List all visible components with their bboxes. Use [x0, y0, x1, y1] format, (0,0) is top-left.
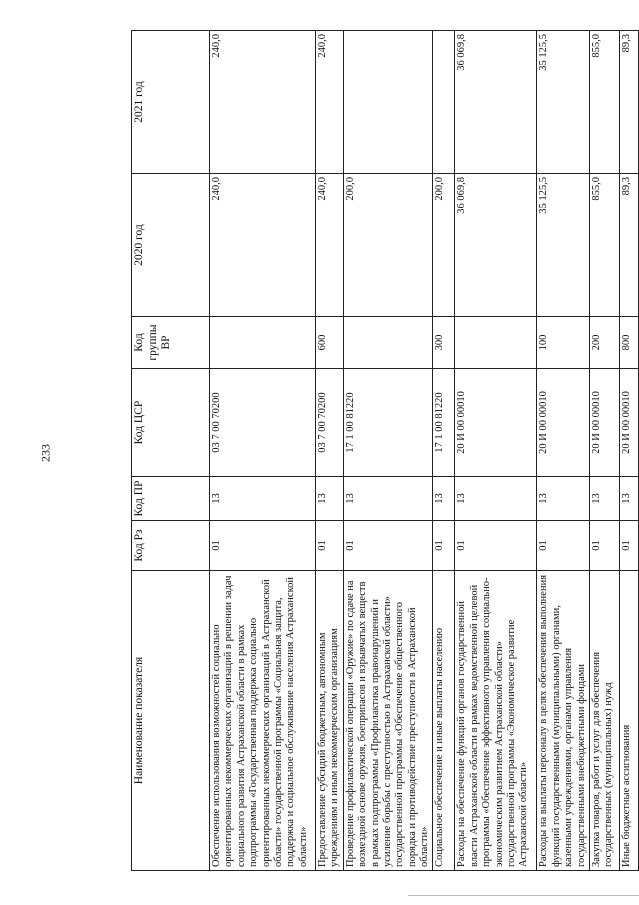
row-rz: 01: [210, 521, 316, 571]
row-pr: 13: [210, 477, 316, 521]
row-rz: 01: [455, 521, 537, 571]
row-name: Закупка товаров, работ и услуг для обеспечения государственных (муниципальных) нужд: [589, 571, 619, 871]
row-vr: 800: [619, 317, 638, 369]
row-rz: 01: [343, 521, 433, 571]
row-2021: [433, 31, 455, 174]
row-csr: 03 7 00 70200: [316, 369, 344, 477]
row-vr: 100: [537, 317, 590, 369]
budget-table: [131, 30, 639, 871]
row-name: Расходы на обеспечение функций органов государственной власти Астраханской области в рамках ведомственной целевой программы «Обеспечение эффективного управления социально-экономическим развитием Астраханской области» государственной программы «Экономическое развитие Астраханской области»: [455, 571, 537, 871]
row-2021: 240,0: [316, 31, 344, 174]
row-name: Обеспечение использования возможностей социально ориентированных некоммерческих организаций в решении задач социального развития Астраханской области в рамках подпрограммы «Государственная поддержка социально ориентированных некоммерческих организаций в Астраханской области» государственной программы «Социальная защита, поддержка и социальное обслуживание населения Астраханской области»: [210, 571, 316, 871]
header-rz: Код Рз: [132, 521, 210, 571]
row-pr: 13: [589, 477, 619, 521]
row-csr: 20 И 00 00010: [619, 369, 638, 477]
table-row: [316, 31, 344, 871]
row-vr: [343, 317, 433, 369]
row-csr: 17 1 00 81220: [343, 369, 433, 477]
row-name: Социальное обеспечение и иные выплаты населению: [433, 571, 455, 871]
row-csr: 03 7 00 70200: [210, 369, 316, 477]
row-2021: [343, 31, 433, 174]
row-2020: 35 125,5: [537, 174, 590, 317]
row-rz: 01: [589, 521, 619, 571]
row-pr: 13: [343, 477, 433, 521]
row-rz: 01: [316, 521, 344, 571]
row-vr: [455, 317, 537, 369]
row-name: Расходы на выплаты персоналу в целях обеспечения выполнения функций государственными (муниципальными) органами, казенными учреждениями, органами управления государственными внебюджетными фондами: [537, 571, 590, 871]
row-vr: 200: [589, 317, 619, 369]
row-2020: 240,0: [316, 174, 344, 317]
row-2020: 240,0: [210, 174, 316, 317]
row-pr: 13: [433, 477, 455, 521]
header-2021: 2021 год: [132, 31, 210, 174]
row-pr: 13: [619, 477, 638, 521]
header-2020: 2020 год: [132, 174, 210, 317]
row-name: Предоставление субсидий бюджетным, автономным учреждениям и иным некоммерческим организациям: [316, 571, 344, 871]
row-2020: 36 069,8: [455, 174, 537, 317]
row-2021: 35 125,5: [537, 31, 590, 174]
row-rz: 01: [433, 521, 455, 571]
row-pr: 13: [316, 477, 344, 521]
row-rz: 01: [537, 521, 590, 571]
row-csr: 17 1 00 81220: [433, 369, 455, 477]
table-row: [619, 31, 638, 871]
row-vr: [210, 317, 316, 369]
row-pr: 13: [455, 477, 537, 521]
page-number: 233: [38, 444, 53, 462]
row-2021: 36 069,8: [455, 31, 537, 174]
table-row: [210, 31, 316, 871]
table-header-row: [132, 31, 210, 871]
row-csr: 20 И 00 00010: [537, 369, 590, 477]
row-name: Проведение профилактической операции «Оружие» по сдаче на возмездной основе оружия, боеприпасов и взрывчатых веществ в рамках подпрограммы «Профилактика правонарушений и усиление борьбы с преступностью в Астраханской области» государственной программы «Обеспечение общественного порядка и противодействие преступности в Астраханской области»: [343, 571, 433, 871]
row-name: Иные бюджетные ассигнования: [619, 571, 638, 871]
row-pr: 13: [537, 477, 590, 521]
header-vr: Код группы ВР: [132, 317, 210, 369]
table-row: [433, 31, 455, 871]
row-2021: 855,0: [589, 31, 619, 174]
table-row: [589, 31, 619, 871]
row-2021: 89,3: [619, 31, 638, 174]
row-rz: 01: [619, 521, 638, 571]
row-csr: 20 И 00 00010: [455, 369, 537, 477]
row-csr: 20 И 00 00010: [589, 369, 619, 477]
header-pr: Код ПР: [132, 477, 210, 521]
row-vr: 300: [433, 317, 455, 369]
table-row: [343, 31, 433, 871]
row-2021: 240,0: [210, 31, 316, 174]
row-2020: 200,0: [433, 174, 455, 317]
row-2020: 200,0: [343, 174, 433, 317]
header-name: Наименование показателя: [132, 571, 210, 871]
table-row: [455, 31, 537, 871]
scan-edge-line: [408, 895, 639, 896]
row-2020: 89,3: [619, 174, 638, 317]
rotated-page-content: [131, 31, 633, 871]
row-2020: 855,0: [589, 174, 619, 317]
header-csr: Код ЦСР: [132, 369, 210, 477]
table-row: [537, 31, 590, 871]
row-vr: 600: [316, 317, 344, 369]
